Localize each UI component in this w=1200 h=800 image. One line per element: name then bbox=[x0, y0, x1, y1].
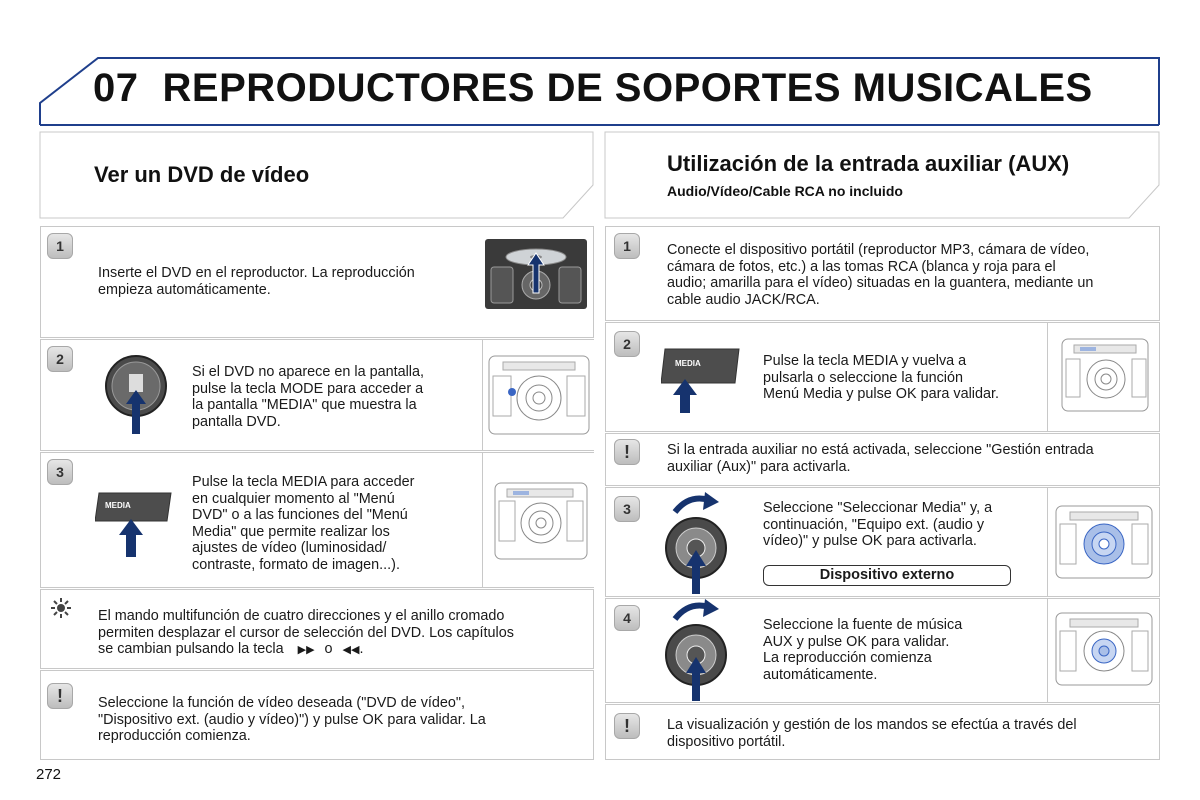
step-text: Seleccione "Seleccionar Media" y, a continuación, "Equipo ext. (audio y vídeo)" y pulse OK para activarla. bbox=[763, 500, 993, 549]
left-step-3 bbox=[40, 452, 594, 588]
left-step-2 bbox=[40, 339, 594, 451]
step-badge: 4 bbox=[614, 605, 640, 631]
left-step-1 bbox=[40, 226, 594, 338]
step-text: Inserte el DVD en el reproductor. La reproducción empieza automáticamente. bbox=[98, 265, 415, 298]
step-badge: 1 bbox=[47, 233, 73, 259]
warning-icon: ! bbox=[47, 683, 73, 709]
warning-icon: ! bbox=[614, 713, 640, 739]
media-button-illustration bbox=[661, 347, 741, 413]
rewind-icon: ◀◀ bbox=[342, 644, 360, 656]
left-tip-box bbox=[40, 589, 594, 669]
console-thumbnail bbox=[1047, 599, 1159, 702]
right-section-title: Utilización de la entrada auxiliar (AUX) bbox=[667, 151, 1070, 176]
rotary-knob-illustration bbox=[661, 490, 731, 596]
media-button-label: MEDIA bbox=[105, 501, 131, 510]
right-step-4 bbox=[605, 598, 1160, 703]
step-text: Pulse la tecla MEDIA y vuelva a pulsarla o seleccione la función Menú Media y pulse OK para validar. bbox=[763, 353, 999, 402]
warning-text: La visualización y gestión de los mandos se efectúa a través del dispositivo portátil. bbox=[667, 717, 1077, 750]
sun-tip-icon bbox=[51, 598, 71, 618]
right-warning-1 bbox=[605, 433, 1160, 486]
fast-forward-icon: ▶▶ bbox=[297, 644, 315, 656]
warning-text: Seleccione la función de vídeo deseada ("DVD de vídeo", "Dispositivo ext. (audio y vídeo)") y pulse OK para validar. La reproducción comienza. bbox=[98, 695, 486, 744]
media-button-label: MEDIA bbox=[675, 359, 701, 368]
warning-icon: ! bbox=[614, 439, 640, 465]
tip-text: El mando multifunción de cuatro direcciones y el anillo cromado permiten desplazar el cursor de selección del DVD. Los capítulos se cambian pulsando la tecla ▶▶ o ◀◀. bbox=[98, 608, 514, 657]
right-step-2 bbox=[605, 322, 1160, 432]
media-button-illustration bbox=[95, 491, 175, 557]
mode-button-illustration bbox=[101, 352, 171, 434]
left-warning-box bbox=[40, 670, 594, 760]
console-thumbnail bbox=[482, 453, 594, 587]
section-header-frames bbox=[0, 0, 1200, 230]
chapter-title: REPRODUCTORES DE SOPORTES MUSICALES bbox=[162, 66, 1093, 110]
right-step-1 bbox=[605, 226, 1160, 321]
console-thumbnail bbox=[1047, 488, 1159, 596]
left-section-title: Ver un DVD de vídeo bbox=[94, 162, 310, 187]
step-text: Seleccione la fuente de música AUX y pulse OK para validar. La reproducción comienza automáticamente. bbox=[763, 617, 963, 683]
right-warning-2 bbox=[605, 704, 1160, 760]
step-badge: 1 bbox=[614, 233, 640, 259]
right-section-subtitle: Audio/Vídeo/Cable RCA no incluido bbox=[667, 183, 903, 199]
step-badge: 3 bbox=[614, 496, 640, 522]
rotary-knob-illustration bbox=[661, 599, 731, 703]
console-thumbnail bbox=[1047, 323, 1159, 431]
step-badge: 2 bbox=[47, 346, 73, 372]
step-badge: 2 bbox=[614, 331, 640, 357]
page-number: 272 bbox=[36, 766, 62, 783]
dvd-slot-illustration bbox=[485, 239, 587, 309]
step-text: Conecte el dispositivo portátil (reproductor MP3, cámara de vídeo, cámara de fotos, etc.) a las tomas RCA (blanca y roja para el audio; amarilla para el vídeo) situadas en la guantera, mediante un cable audio JACK/RCA. bbox=[667, 242, 1094, 308]
step-text: Si el DVD no aparece en la pantalla, pulse la tecla MODE para acceder a la pantalla "MEDIA" que muestra la pantalla DVD. bbox=[192, 364, 424, 430]
warning-text: Si la entrada auxiliar no está activada, seleccione "Gestión entrada auxiliar (Aux)" para activarla. bbox=[667, 442, 1094, 475]
step-text: Pulse la tecla MEDIA para acceder en cualquier momento al "Menú DVD" o a las funciones del "Menú Media" que permite realizar los ajustes de vídeo (luminosidad/ contraste, formato de imagen...). bbox=[192, 474, 415, 573]
console-thumbnail bbox=[482, 340, 594, 450]
step-badge: 3 bbox=[47, 459, 73, 485]
chapter-number: 07 bbox=[93, 66, 139, 110]
right-step-3 bbox=[605, 487, 1160, 597]
external-device-label: Dispositivo externo bbox=[763, 565, 1011, 586]
